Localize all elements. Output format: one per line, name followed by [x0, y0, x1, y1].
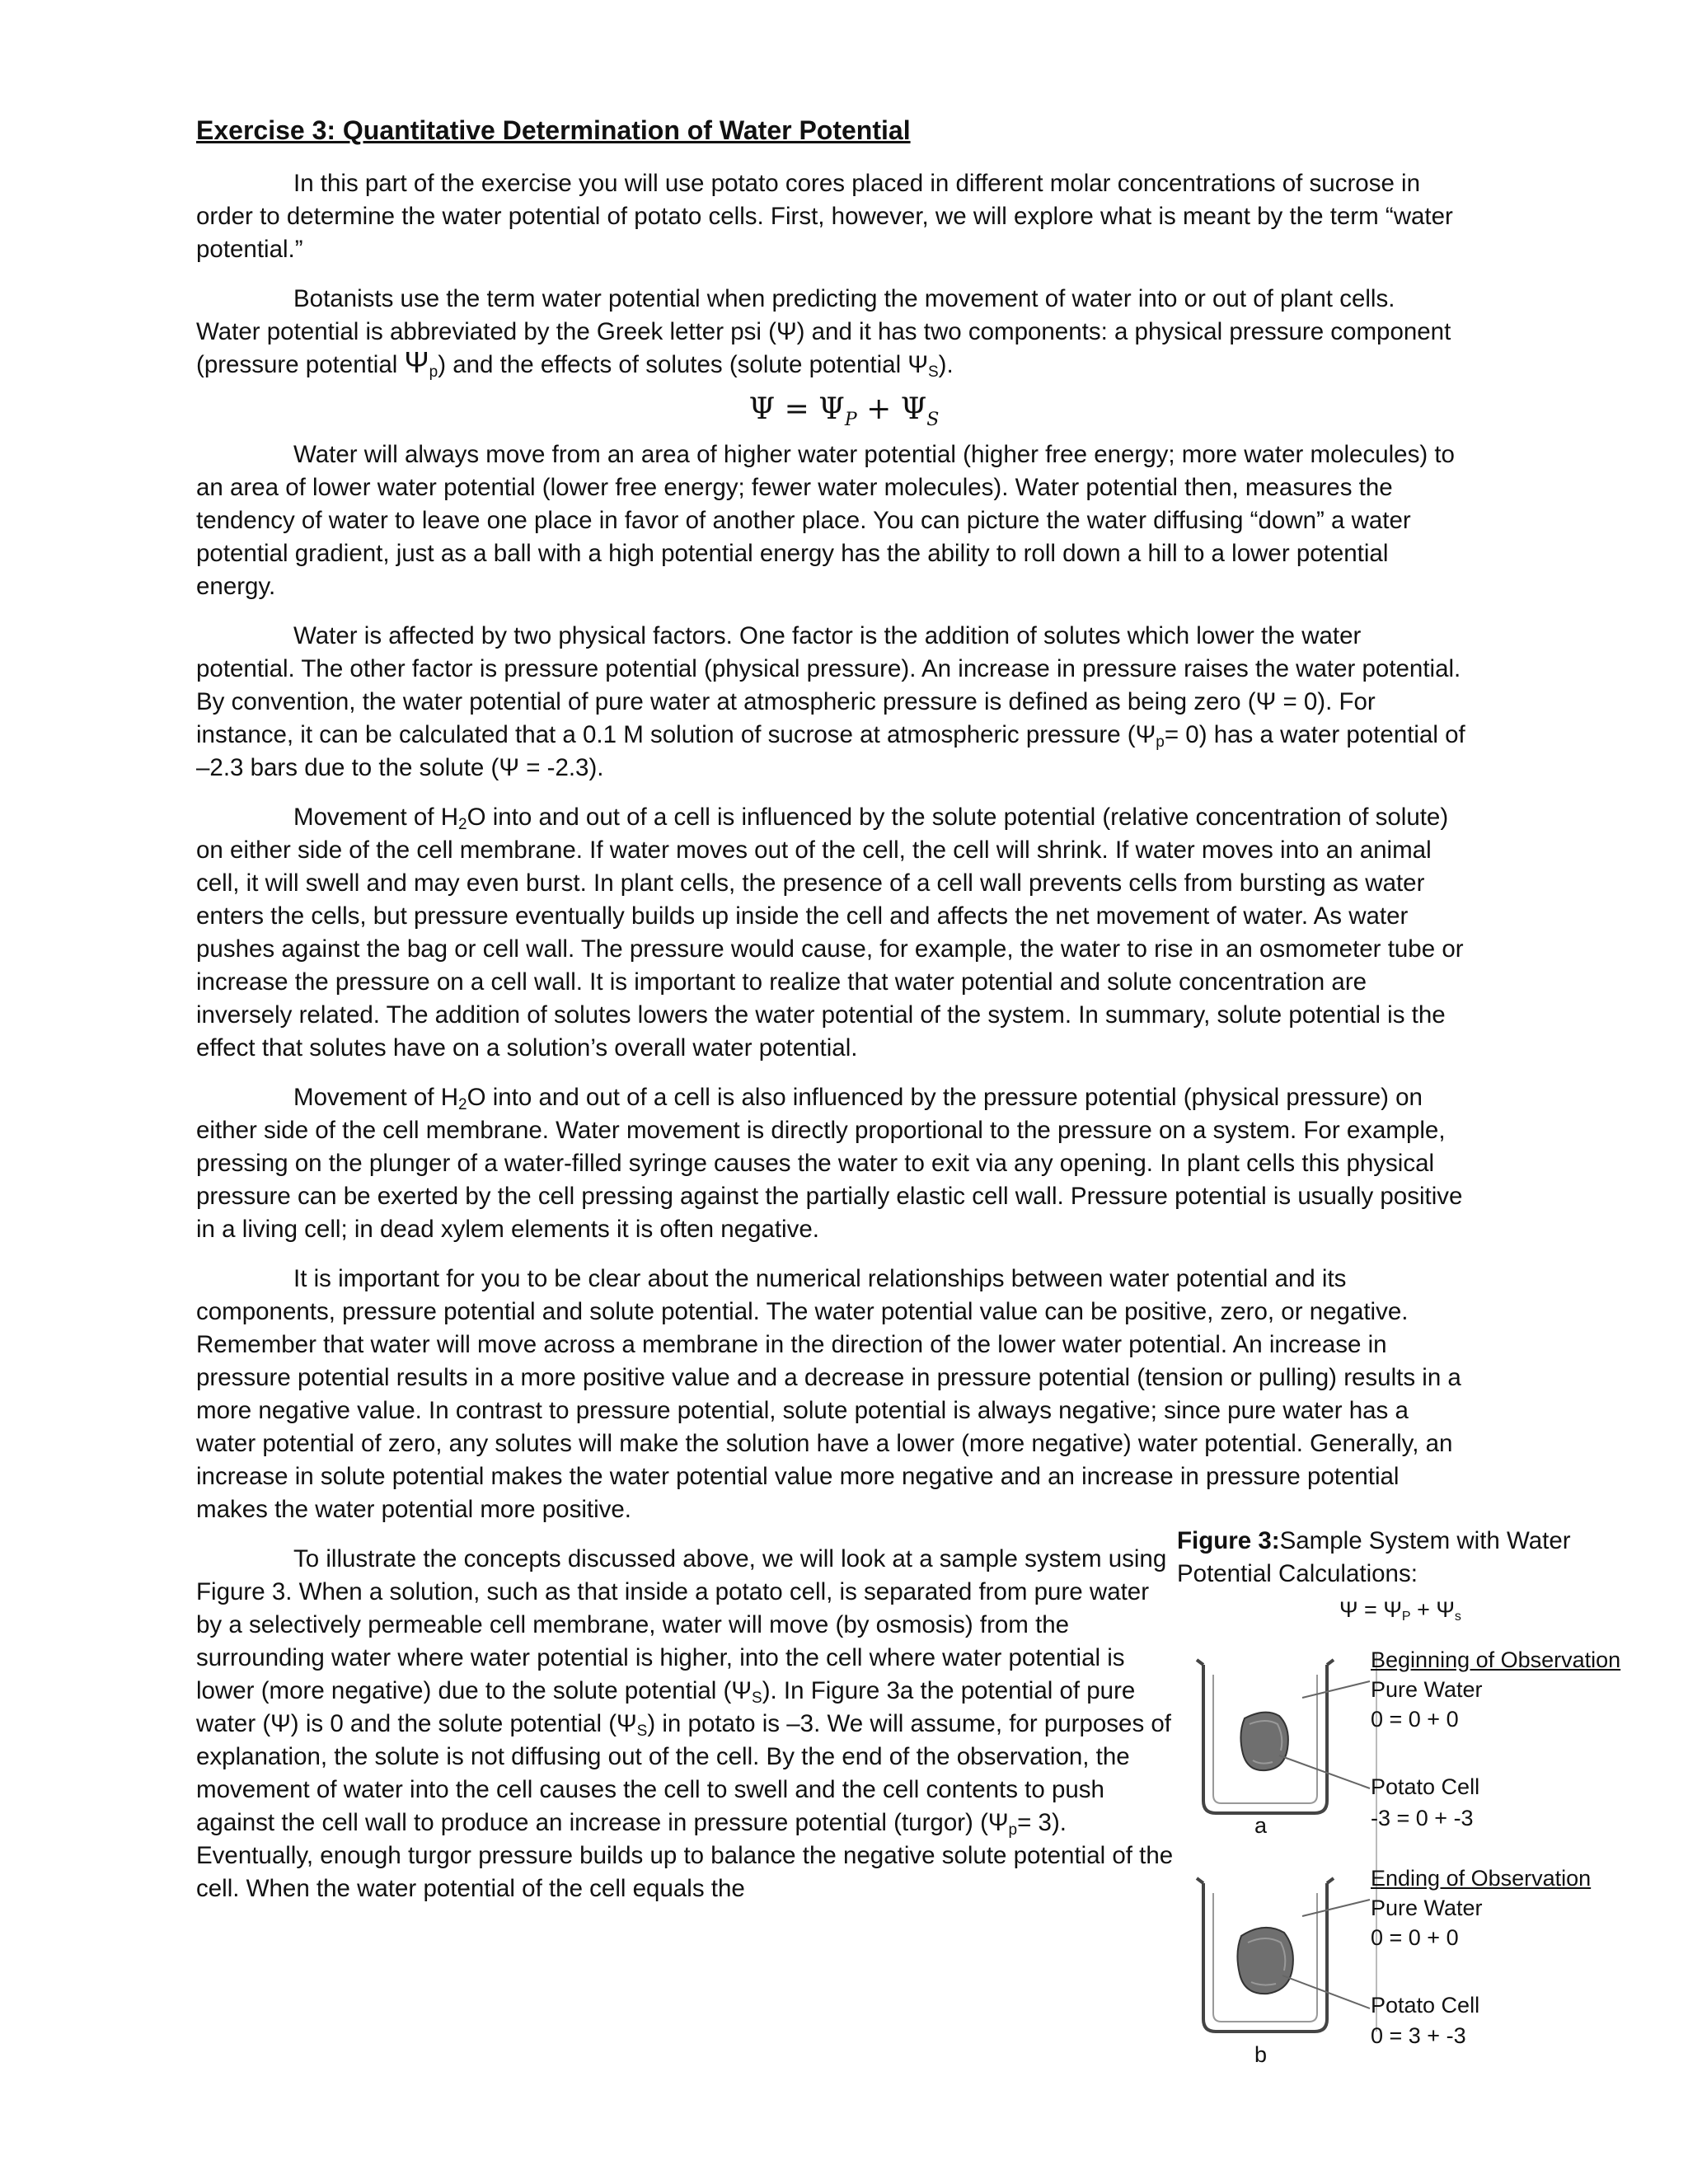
- panel-a-heading: Beginning of Observation: [1371, 1647, 1621, 1672]
- panel-a-cell-eq: -3 = 0 + -3: [1371, 1806, 1474, 1830]
- panel-b-heading: Ending of Observation: [1371, 1866, 1592, 1891]
- panel-b-water-eq: 0 = 0 + 0: [1371, 1925, 1459, 1950]
- paragraph-pressure-potential: Movement of $H_2O$ into and out of a cell is also influenced by the pressure potential (physical pressure) on either side of the cell membrane. Water movement is directly proportional to the pressure on a system. For example, pressing on the plunger of a water-filled syringe causes the water to exit via any opening. In plant cells this physical pressure can be exerted by the cell pressing against the partially elastic cell wall. Pressure potential is usually positive in a living cell; in dead xylem elements it is often negative.: [196, 1084, 1463, 1243]
- panel-b-cell-eq: 0 = 3 + -3: [1371, 2023, 1466, 2048]
- paragraph-intro: In this part of the exercise you will use potato cores placed in different molar concentrations of sucrose in order to determine the water potential of potato cells. First, however, we will explore what is meant by the term “water potential.”: [196, 170, 1453, 263]
- paragraph-physical-factors: Water is affected by two physical factors. One factor is the addition of solutes which lower the water potential. The other factor is pressure potential (physical pressure). An increase in pressure raises the water potential. By convention, the water potential of pure water at atmospheric pressure is defined as being zero (Ψ = 0). For instance, it can be calculated that a 0.1 M solution of sucrose at atmospheric pressure $(\Psi_p= 0)$ has a water potential of –2.3 bars due to the solute (Ψ = -2.3).: [196, 622, 1465, 781]
- panel-a-letter: a: [1254, 1813, 1268, 1838]
- paragraph-botanists: Botanists use the term water potential when predicting the movement of water into or out of plant cells. Water potential is abbreviated by the Greek letter psi (Ψ) and it has two components: a physical pressure component (pressure potential $\Psi_p$) and the effects of solutes (solute potential $\Psi_S$).: [196, 285, 1451, 381]
- beaker-diagram: [1187, 1648, 1385, 2036]
- panel-a-water-eq: 0 = 0 + 0: [1371, 1707, 1459, 1732]
- beaker-a: [1197, 1660, 1370, 1813]
- paragraph-sample-system: To illustrate the concepts discussed above, we will look at a sample system using Figure 3. When a solution, such as that inside a potato cell, is separated from pure water by a selectively permeable cell membrane, water will move (by osmosis) from the surrounding water where water potential is higher, into the cell where water potential is lower (more negative) due to the solute potential $(\Psi_S)$. In Figure 3a the potential of pure water (Ψ) is 0 and the solute potential $(\Psi_S)$ in potato is –3. We will assume, for purposes of explanation, the solute is not diffusing out of the cell. By the end of the observation, the movement of water into the cell causes the cell to swell and the cell contents to push against the cell wall to produce an increase in pressure potential (turgor) $(\Psi_p= 3)$. Eventually, enough turgor pressure builds up to balance the negative solute potential of the cell. When the water potential of the cell equals the: [196, 1545, 1174, 1902]
- panel-b-letter: b: [1254, 2042, 1268, 2067]
- figure-equation: $\Psi = \Psi_P + \Psi_s$: [1339, 1597, 1461, 1624]
- panel-a-water-label: Pure Water: [1371, 1677, 1483, 1702]
- exercise-title: Exercise 3: Quantitative Determination of Water Potential: [196, 115, 911, 145]
- panel-a-cell-label: Potato Cell: [1371, 1774, 1480, 1799]
- paragraph-numerical-relationships: It is important for you to be clear about the numerical relationships between water potential and its components, pressure potential and solute potential. The water potential value can be positive, zero, or negative. Remember that water will move across a membrane in the direction of the lower water potential. An increase in pressure potential results in a more positive value and a decrease in pressure potential (tension or pulling) results in a more negative value. In contrast to pressure potential, solute potential is always negative; since pure water has a water potential of zero, any solutes will make the solution have a lower (more negative) water potential. Generally, an increase in solute potential makes the water potential value more negative and an increase in pressure potential makes the water potential more positive.: [196, 1265, 1461, 1523]
- panel-b-cell-label: Potato Cell: [1371, 1993, 1480, 2018]
- panel-b-water-label: Pure Water: [1371, 1896, 1483, 1920]
- paragraph-movement: Water will always move from an area of higher water potential (higher free energy; more water molecules) to an area of lower water potential (lower free energy; fewer water molecules). Water potential then, measures the tendency of water to leave one place in favor of another place. You can picture the water diffusing “down” a water potential gradient, just as a ball with a high potential energy has the ability to roll down a hill to a lower potential energy.: [196, 441, 1455, 600]
- paragraph-solute-potential: Movement of $H_2O$ into and out of a cell is influenced by the solute potential (relative concentration of solute) on either side of the cell membrane. If water moves out of the cell, the cell will shrink. If water moves into an animal cell, it will swell and may even burst. In plant cells, the presence of a cell wall prevents cells from bursting as water enters the cells, but pressure eventually builds up inside the cell and affects the net movement of water. As water pushes against the bag or cell wall. The pressure would cause, for example, the water to rise in an osmometer tube or increase the pressure on a cell wall. It is important to realize that water potential and solute concentration are inversely related. The addition of solutes lowers the water potential of the system. In summary, solute potential is the effect that solutes have on a solution’s overall water potential.: [196, 804, 1464, 1062]
- water-potential-equation: $\Psi = \Psi_P + \Psi_S$: [748, 392, 940, 430]
- figure-caption: Figure 3:Sample System with Water Potential Calculations:: [1177, 1527, 1571, 1587]
- beaker-b: [1197, 1878, 1370, 2032]
